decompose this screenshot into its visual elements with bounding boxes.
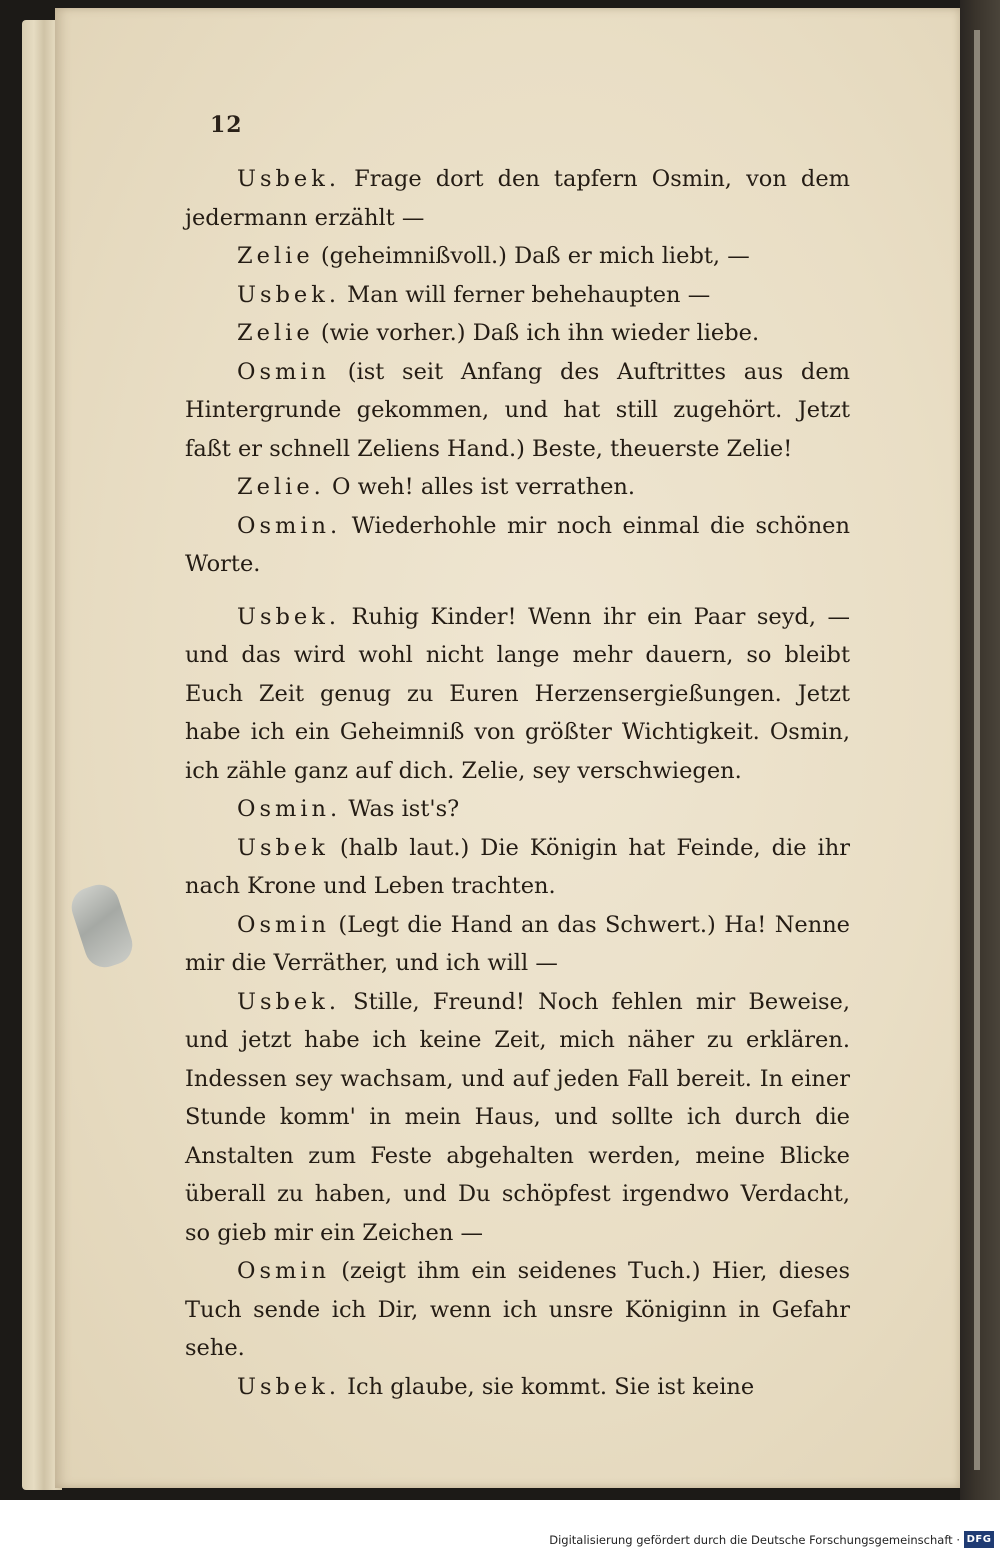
paragraph — [185, 1252, 850, 1368]
paragraph-text: Frage dort den tapfern Osmin, von dem jedermann erzählt — — [185, 166, 850, 231]
speaker-name: Osmin. — [237, 796, 342, 822]
paragraph-text: (Legt die Hand an das Schwert.) Ha! Nenne mir die Verräther, und ich will — — [185, 911, 850, 976]
speaker-name: Osmin — [237, 911, 331, 938]
paragraph-text: Was ist's? — [341, 796, 460, 822]
speaker-name: Zelie. — [237, 474, 325, 500]
paragraph-text: Stille, Freund! Noch fehlen mir Beweise, und jetzt habe ich keine Zeit, mich näher zu erklären. Indessen sey wachsam, und auf jeden Fall bereit. In einer Stunde komm' in mein Haus, und sollte ich durch die Anstalten zum Feste abgehalten werden, meine Blicke überall zu haben, und Du schöpfest irgendwo Verdacht, so gieb mir ein Zeichen — — [185, 988, 850, 1246]
paragraph — [185, 829, 850, 906]
paragraph — [185, 276, 850, 315]
paragraph — [185, 160, 850, 237]
paragraph — [185, 1368, 850, 1407]
paragraph-text: Ich glaube, sie kommt. Sie ist keine — [340, 1373, 755, 1400]
funding-credit: Digitalisierung gefördert durch die Deutsche Forschungsgemeinschaft · — [549, 1533, 960, 1547]
paragraph-text: (wie vorher.) Daß ich ihn wieder liebe. — [313, 320, 760, 346]
page-text — [185, 160, 850, 1406]
paragraph-text: O weh! alles ist verrathen. — [324, 474, 636, 500]
paragraph-text: (ist seit Anfang des Auftrittes aus dem Hintergrunde gekommen, und hat still zugehört. Jetzt faßt er schnell Zeliens Hand.) Beste, theuerste Zelie! — [185, 358, 850, 462]
paragraph — [185, 507, 850, 584]
paragraph-text: (geheimnißvoll.) Daß er mich liebt, — — [313, 243, 750, 269]
speaker-name: Usbek. — [237, 166, 341, 192]
paragraph — [185, 468, 850, 507]
speaker-name: Zelie — [237, 243, 314, 269]
paragraph — [185, 790, 850, 829]
paragraph-text: Ruhig Kinder! Wenn ihr ein Paar seyd, — und das wird wohl nicht lange mehr dauern, so bleibt Euch Zeit genug zu Euren Herzensergießungen. Jetzt habe ich ein Geheimniß von größter Wichtigkeit. Osmin, ich zähle ganz auf dich. Zelie, sey verschwiegen. — [185, 603, 850, 784]
paragraph-text: (zeigt ihm ein seidenes Tuch.) Hier, dieses Tuch sende ich Dir, wenn ich unsre Königinn in Gefahr sehe. — [185, 1258, 850, 1361]
paragraph-text: Wiederhohle mir noch einmal die schönen Worte. — [185, 512, 850, 577]
speaker-name: Osmin — [237, 1258, 331, 1284]
paragraph — [185, 598, 850, 791]
paragraph — [185, 983, 850, 1253]
paragraph-text: (halb laut.) Die Königin hat Feinde, die ihr nach Krone und Leben trachten. — [185, 834, 850, 899]
paragraph — [185, 353, 850, 469]
dfg-logo: DFG — [964, 1531, 994, 1548]
paragraph — [185, 314, 850, 353]
speaker-name: Zelie — [237, 320, 314, 346]
speaker-name: Osmin. — [237, 512, 342, 539]
speaker-name: Usbek. — [237, 603, 341, 630]
speaker-name: Usbek — [237, 834, 329, 861]
paragraph-text: Man will ferner behehaupten — — [340, 281, 711, 308]
book-gutter — [960, 0, 1000, 1500]
paragraph — [185, 906, 850, 983]
digitization-footer — [0, 1500, 1000, 1560]
speaker-name: Osmin — [237, 358, 331, 385]
speaker-name: Usbek. — [237, 1373, 341, 1400]
speaker-name: Usbek. — [237, 281, 341, 308]
speaker-name: Usbek. — [237, 988, 341, 1015]
paragraph — [185, 237, 850, 276]
page-number: 12 — [210, 112, 243, 138]
